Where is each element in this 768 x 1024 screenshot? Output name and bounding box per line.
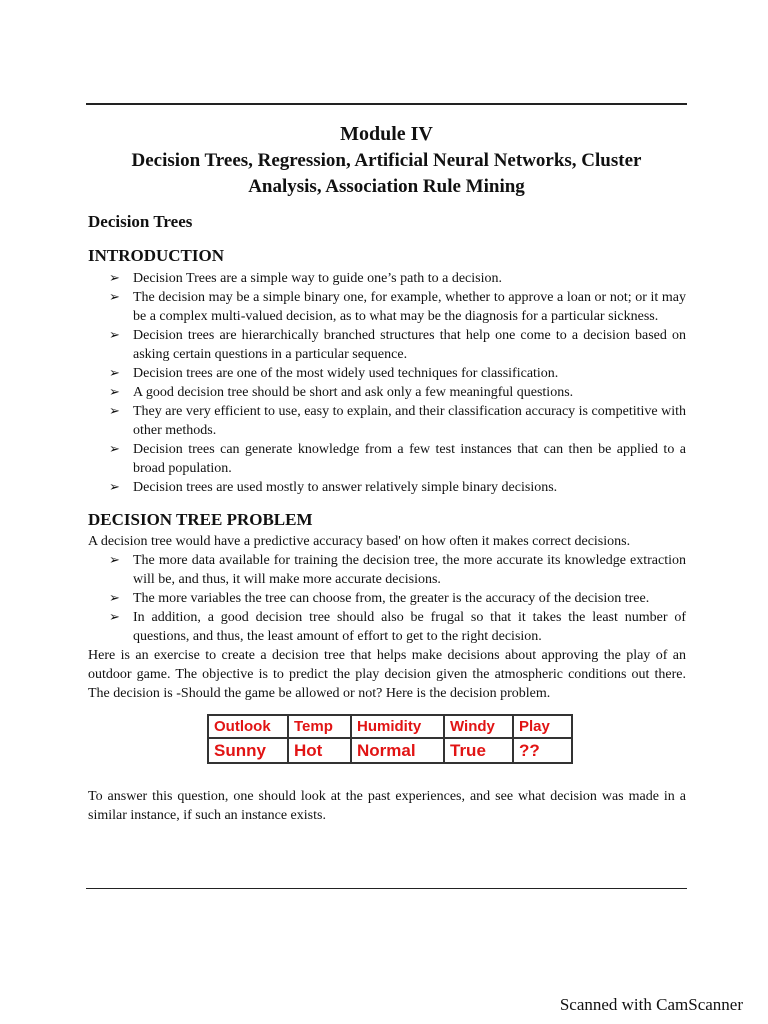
- arrow-bullet-icon: ➢: [109, 610, 120, 625]
- module-title: Module IV: [340, 123, 433, 145]
- arrow-bullet-icon: ➢: [109, 404, 120, 419]
- conclusion-paragraph: To answer this question, one should look at the past experiences, and see what decision was made in a similar instance, if such an instance exists.: [88, 789, 686, 823]
- bottom-rule: [86, 888, 687, 889]
- exercise-paragraph: Here is an exercise to create a decision tree that helps make decisions about approving the play of an outdoor game. The objective is to predict the play decision given the atmospheric conditions out there. The decision is -Should the game be allowed or not? Here is the decision problem.: [88, 648, 686, 701]
- arrow-bullet-icon: ➢: [109, 366, 120, 381]
- arrow-bullet-icon: ➢: [109, 271, 120, 286]
- arrow-bullet-icon: ➢: [109, 290, 120, 305]
- list-item: ➢ Decision trees are one of the most widely used techniques for classification.: [109, 366, 559, 381]
- problem-list: [88, 551, 686, 646]
- table-cell: ??: [513, 738, 572, 763]
- list-item: ➢ The decision may be a simple binary one, for example, whether to approve a loan or not; or it may be a complex multi-valued decision, as to what may be the diagnosis for a particular sickness.: [109, 290, 686, 324]
- list-item: ➢ Decision trees are hierarchically branched structures that help one come to a decision based on asking certain questions in a particular sequence.: [109, 328, 686, 362]
- decision-tree-problem-heading: DECISION TREE PROBLEM: [88, 510, 313, 529]
- introduction-heading: INTRODUCTION: [88, 246, 225, 265]
- list-item: ➢ Decision trees can generate knowledge from a few test instances that can then be applied to a broad population.: [109, 442, 686, 476]
- list-item: ➢ The more variables the tree can choose from, the greater is the accuracy of the decision tree.: [109, 591, 650, 606]
- list-item: ➢ A good decision tree should be short and ask only a few meaningful questions.: [109, 385, 574, 400]
- table-cell: Sunny: [208, 738, 288, 763]
- arrow-bullet-icon: ➢: [109, 385, 120, 400]
- table-cell: True: [444, 738, 513, 763]
- list-item: ➢ In addition, a good decision tree should also be frugal so that it takes the least number of questions, and thus, the least amount of effort to get to the right decision.: [109, 610, 686, 644]
- table-header-cell: Windy: [444, 715, 513, 738]
- list-item: ➢ They are very efficient to use, easy to explain, and their classification accuracy is competitive with other methods.: [109, 404, 686, 438]
- arrow-bullet-icon: ➢: [109, 328, 120, 343]
- arrow-bullet-icon: ➢: [109, 553, 120, 568]
- title-block: [86, 121, 687, 199]
- document-body: [88, 211, 686, 825]
- table-cell: Normal: [351, 738, 444, 763]
- list-item: ➢ Decision Trees are a simple way to guide one’s path to a decision.: [109, 271, 502, 286]
- module-subtitle-line1: Decision Trees, Regression, Artificial Neural Networks, Cluster: [131, 150, 642, 171]
- introduction-list: [88, 269, 686, 497]
- table-header-cell: Temp: [288, 715, 351, 738]
- decision-trees-heading: Decision Trees: [88, 212, 193, 231]
- list-item: ➢ The more data available for training the decision tree, the more accurate its knowledge extraction will be, and thus, it will make more accurate decisions.: [109, 553, 686, 587]
- table-row: [208, 738, 572, 763]
- table-header-cell: Humidity: [351, 715, 444, 738]
- module-subtitle-line2: Analysis, Association Rule Mining: [248, 176, 525, 197]
- table-header-row: [208, 715, 572, 738]
- list-item: ➢ Decision trees are used mostly to answer relatively simple binary decisions.: [109, 480, 558, 495]
- decision-problem-table-wrap: [207, 714, 686, 764]
- table-header-cell: Outlook: [208, 715, 288, 738]
- scanner-watermark: Scanned with CamScanner: [559, 995, 743, 1014]
- decision-problem-table: [207, 714, 573, 764]
- arrow-bullet-icon: ➢: [109, 480, 120, 495]
- table-cell: Hot: [288, 738, 351, 763]
- problem-intro-paragraph: A decision tree would have a predictive accuracy based' on how often it makes correct decisions.: [88, 534, 631, 549]
- arrow-bullet-icon: ➢: [109, 591, 120, 606]
- table-header-cell: Play: [513, 715, 572, 738]
- arrow-bullet-icon: ➢: [109, 442, 120, 457]
- top-rule: [86, 103, 687, 105]
